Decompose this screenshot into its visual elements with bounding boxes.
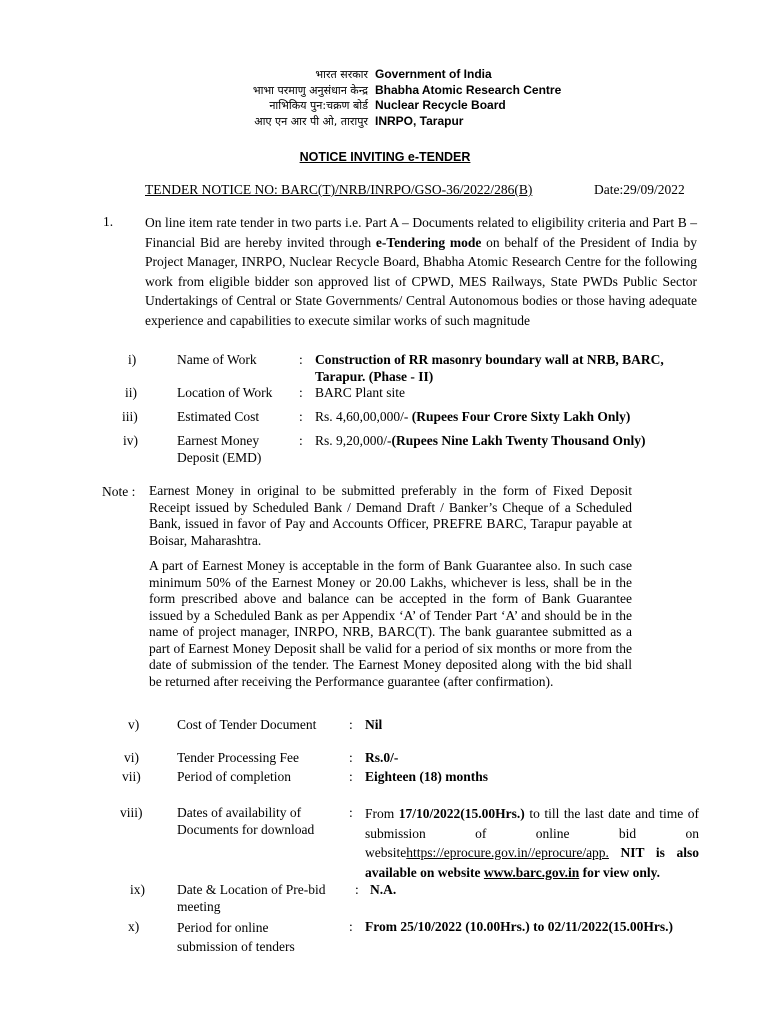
colon: : [349,919,353,934]
para-1 [145,213,697,330]
item-label: Name of Work [177,352,257,367]
tender-number: TENDER NOTICE NO: BARC(T)/NRB/INRPO/GSO-36/2022/286(B) [145,182,533,197]
para-number: 1. [103,214,114,229]
item-num: v) [128,717,140,732]
item-num: ix) [130,882,145,897]
colon: : [349,717,353,732]
item-num: iv) [123,433,138,448]
item-label: Date & Location of Pre-bid meeting [177,882,326,914]
colon: : [299,352,303,367]
colon: : [299,385,303,400]
item-num: vi) [124,750,139,765]
item-label: Estimated Cost [177,409,260,424]
item-num: vii) [122,769,141,784]
english-line-2: Bhabha Atomic Research Centre [375,83,562,97]
item-value-bold: 17/10/2022(15.00Hrs.) [398,806,525,821]
item-value: Construction of RR masonry boundary wall at NRB, BARC, Tarapur. (Phase - II) [315,352,664,384]
english-line-1: Government of India [375,67,492,81]
item-value-bold: (Rupees Four Crore Sixty Lakh Only) [411,409,631,424]
item-num: viii) [120,805,143,820]
item-value-plain: Rs. 9,20,000/- [315,433,392,448]
colon: : [299,409,303,424]
item-label: Period of completion [177,769,291,784]
item-value: BARC Plant site [315,385,406,400]
item-value-bold: NIT is also available on website [365,845,699,880]
colon: : [349,750,353,765]
item-label: Cost of Tender Document [177,717,317,732]
item-label: Dates of availability of Documents for download [177,805,315,837]
item-value-bold: for view only. [579,864,661,880]
english-line-3: Nuclear Recycle Board [375,98,506,112]
colon: : [299,433,303,448]
item-value: Rs.0/- [365,750,399,765]
item-value: N.A. [370,882,397,897]
eprocure-link[interactable]: https://eprocure.gov.in//eprocure/app. [406,845,609,860]
para-1-bold: e-Tendering mode [375,234,482,250]
hindi-line-1: भारत सरकार [315,68,368,81]
hindi-line-4: आए एन आर पी ओ, तारापुर [254,115,368,128]
note-paragraph-1: Earnest Money in original to be submitted preferably in the form of Fixed Deposit Receipt issued by Scheduled Bank / Demand Draft / Banker’s Cheque of a Scheduled Bank, issued in favor of Pay and Accounts Officer, PREFRE BARC, Tarapur payable at Boisar, Maharashtra. [149,483,632,548]
item-label: Tender Processing Fee [177,750,300,765]
item-num: x) [128,919,140,934]
notice-title-text: NOTICE INVITING e-TENDER [299,150,471,164]
item-value-text: From [365,806,399,821]
item-value [315,408,630,425]
item-value-bold: (Rupees Nine Lakh Twenty Thousand Only) [391,433,646,448]
item-value [315,432,645,449]
hindi-line-3: नाभिकिय पुन:चक्रण बोर्ड [269,99,368,112]
barc-website-link[interactable]: www.barc.gov.in [483,864,580,880]
item-value: From 25/10/2022 (10.00Hrs.) to 02/11/2022(15.00Hrs.) [365,919,673,934]
item-value-plain: Rs. 4,60,00,000/- [315,409,412,424]
item-value-text: to till the last date and time of submission of online bid on website [365,806,699,860]
hindi-line-2: भाभा परमाणु अनुसंधान केन्द्र [252,84,368,97]
tender-date: Date:29/09/2022 [594,182,685,197]
item-label: Location of Work [177,385,273,400]
item-value: Nil [365,717,383,732]
english-line-4: INRPO, Tarapur [375,114,464,128]
notice-title [0,150,770,164]
item-label: Period for online submission of tenders [177,920,295,954]
item-num: i) [128,352,137,367]
note-label: Note : [102,484,136,499]
item-value: Eighteen (18) months [365,769,489,784]
colon: : [349,805,353,820]
item-num: ii) [125,385,137,400]
para-1-text-a: On line item rate tender in two parts i.e. Part A – Documents related to eligibility criteria and Part B – Financial Bid are hereby invited through [145,215,697,250]
note-paragraph-2: A part of Earnest Money is acceptable in the form of Bank Guarantee also. In such case minimum 50% of the Earnest Money or 20.00 Lakhs, whichever is less, shall be in the form prescribed above and balance can be accepted in the form of Bank Guarantee issued by a Scheduled Bank as per Appendix ‘A’ of Tender Part ‘A’ and should be in the name of project manager, INRPO, NRB, BARC(T). The bank guarantee submitted as a part of Earnest Money Deposit shall be valid for a period of six months or more from the date of submission of the tender. The Earnest Money deposited along with the bid shall be returned after receiving the Performance guarantee (after confirmation). [149,558,632,689]
item-value [365,804,699,882]
item-num: iii) [122,409,138,424]
colon: : [349,769,353,784]
colon: : [355,882,359,897]
para-1-text-b: on behalf of the President of India by Project Manager, INRPO, Nuclear Recycle Board, Bhabha Atomic Research Centre for the following work from eligible bidder son approved list of CPWD, MES Railways, State PWDs Public Sector Undertakings of Central or State Governments/ Central Autonomous bodies or those having adequate experience and capabilities to execute similar works of such magnitude [145,234,698,328]
item-label: Earnest Money Deposit (EMD) [177,433,262,465]
